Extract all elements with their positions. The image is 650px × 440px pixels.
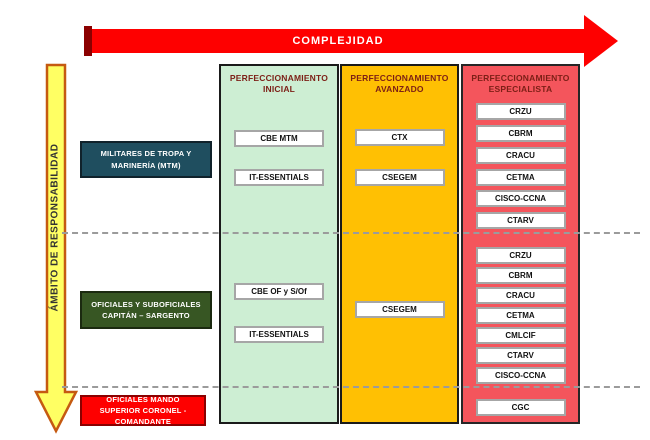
- column-perfeccionamiento-inicial: [219, 64, 339, 424]
- section-divider: [62, 386, 640, 388]
- course-box: CRACU: [476, 287, 566, 304]
- column-header-especialista: PERFECCIONAMIENTO ESPECIALISTA: [471, 73, 570, 95]
- course-box: CTARV: [476, 347, 566, 364]
- course-box: CTX: [355, 129, 445, 146]
- course-box: CGC: [476, 399, 566, 416]
- column-header-avanzado: PERFECCIONAMIENTO AVANZADO: [350, 73, 449, 95]
- row-label-oficiales: [80, 291, 212, 329]
- course-box: CSEGEM: [355, 301, 445, 318]
- course-box: CISCO-CCNA: [476, 190, 566, 207]
- course-box: CBRM: [476, 267, 566, 284]
- course-box: CISCO-CCNA: [476, 367, 566, 384]
- course-box: IT-ESSENTIALS: [234, 326, 324, 343]
- row-label-mando-superior: [80, 395, 206, 426]
- course-box: CBE MTM: [234, 130, 324, 147]
- row-label-mtm: [80, 141, 212, 178]
- course-box: CSEGEM: [355, 169, 445, 186]
- row-label-mando-superior-text: OFICIALES MANDO SUPERIOR CORONEL - COMANDANTE: [99, 394, 187, 427]
- course-box: CRACU: [476, 147, 566, 164]
- course-box: CBE OF y S/Of: [234, 283, 324, 300]
- complexity-arrow: [92, 29, 584, 53]
- section-divider: [62, 232, 640, 234]
- complexity-arrow-tailcap: [84, 26, 92, 56]
- row-label-oficiales-text: OFICIALES Y SUBOFICIALES CAPITÁN – SARGENTO: [91, 299, 201, 320]
- column-perfeccionamiento-especialista: [461, 64, 580, 424]
- course-box: CBRM: [476, 125, 566, 142]
- course-box: IT-ESSENTIALS: [234, 169, 324, 186]
- complexity-arrow-label: COMPLEJIDAD: [292, 35, 384, 47]
- course-box: CTARV: [476, 212, 566, 229]
- column-header-inicial: PERFECCIONAMIENTO INICIAL: [229, 73, 329, 95]
- complexity-arrowhead-icon: [584, 15, 618, 67]
- course-box: CETMA: [476, 307, 566, 324]
- course-box: CMLCIF: [476, 327, 566, 344]
- course-box: CRZU: [476, 103, 566, 120]
- row-label-mtm-text: MILITARES DE TROPA Y MARINERÍA (MTM): [100, 149, 192, 170]
- column-perfeccionamiento-avanzado: [340, 64, 459, 424]
- course-box: CETMA: [476, 169, 566, 186]
- course-box: CRZU: [476, 247, 566, 264]
- responsibility-arrow-label: ÁMBITO DE RESPONSABILIDAD: [49, 143, 61, 312]
